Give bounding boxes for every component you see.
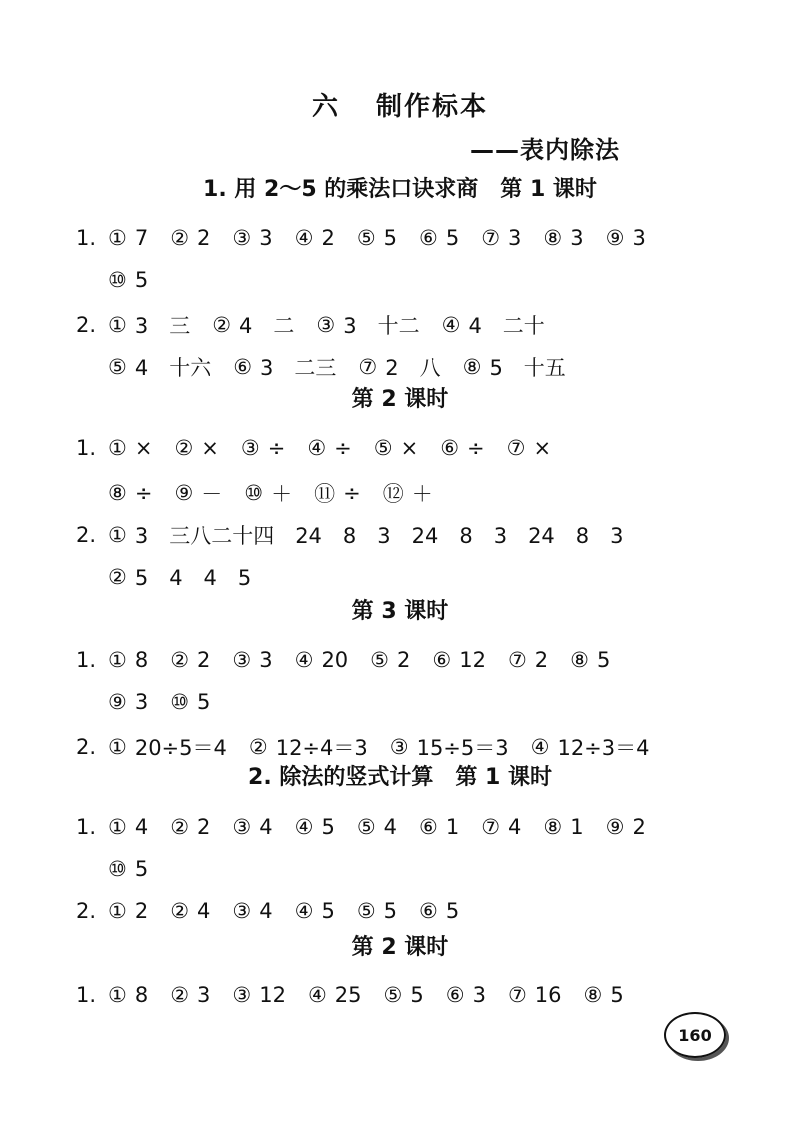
answer-marker: ⑫ xyxy=(382,482,404,506)
answer-item xyxy=(108,352,211,382)
answer-marker: ⑥ xyxy=(419,815,438,839)
answer-line xyxy=(76,983,646,1007)
answer-marker: ⑥ xyxy=(432,648,452,672)
answer-line xyxy=(76,436,573,460)
answer-item xyxy=(357,226,397,250)
answer-line xyxy=(76,310,567,340)
answer-item xyxy=(108,520,624,550)
answer-item xyxy=(531,732,650,762)
answer-marker: ⑦ xyxy=(506,436,526,460)
answer-value: － xyxy=(201,482,223,506)
answer-item xyxy=(170,983,210,1007)
answer-marker: ⑧ xyxy=(108,481,127,505)
answer-item xyxy=(419,899,459,923)
answer-value: 3 xyxy=(134,690,149,714)
page-number-badge xyxy=(664,1012,726,1058)
answer-value: ÷ xyxy=(267,436,286,460)
answer-value: 3 xyxy=(570,226,584,250)
answer-value: 4 二 xyxy=(239,314,295,338)
answer-value: ÷ xyxy=(134,481,153,505)
answer-marker: ③ xyxy=(240,436,260,460)
question-number: 1. xyxy=(76,983,97,1007)
answer-value: 3 三 xyxy=(134,314,191,338)
answer-line xyxy=(76,732,672,762)
answer-value: 8 xyxy=(134,648,149,672)
answer-item xyxy=(295,648,349,672)
answer-marker: ④ xyxy=(294,648,314,672)
answer-item xyxy=(108,268,148,292)
question-number: 2. xyxy=(76,899,97,923)
answer-item xyxy=(174,436,218,460)
answer-value: 2 八 xyxy=(385,356,441,380)
answer-value: 5 xyxy=(383,899,398,923)
question-number: 2. xyxy=(76,523,97,547)
answer-item xyxy=(108,436,152,460)
answer-marker: ⑤ xyxy=(373,436,393,460)
answer-line xyxy=(76,899,481,923)
answer-marker: ② xyxy=(212,313,232,337)
answer-item xyxy=(374,436,418,460)
answer-value: 5 xyxy=(410,983,424,1007)
answer-line xyxy=(76,648,632,672)
answer-value: 5 xyxy=(197,690,211,714)
answer-value: 5 十五 xyxy=(489,356,566,380)
answer-value: 3 xyxy=(197,983,211,1007)
answer-marker: ⑧ xyxy=(543,226,563,250)
answer-line xyxy=(108,857,170,881)
answer-value: 5 4 4 5 xyxy=(134,566,252,590)
answer-marker: ④ xyxy=(307,983,327,1007)
answer-marker: ⑥ xyxy=(419,899,438,923)
answer-value: 4 xyxy=(508,815,522,839)
answer-item xyxy=(170,815,210,839)
answer-item xyxy=(508,648,548,672)
answer-value: 12 xyxy=(459,648,486,672)
answer-item xyxy=(370,648,410,672)
answer-marker: ② xyxy=(174,436,194,460)
answer-marker: ⑩ xyxy=(108,268,127,292)
answer-item xyxy=(606,226,646,250)
answer-marker: ④ xyxy=(294,899,314,923)
answer-value: 20 xyxy=(321,648,349,672)
answer-value: 4 xyxy=(134,815,149,839)
answer-marker: ⑥ xyxy=(233,355,253,379)
answer-item xyxy=(108,983,148,1007)
answer-marker: ⑨ xyxy=(605,226,625,250)
answer-item xyxy=(232,226,272,250)
answer-line xyxy=(108,352,588,382)
answer-marker: ③ xyxy=(232,815,252,839)
section-heading: 第 3 课时 xyxy=(351,599,449,624)
answer-marker: ⑩ xyxy=(170,690,190,714)
answer-line xyxy=(108,268,170,292)
answer-marker: ② xyxy=(170,815,190,839)
answer-marker: ⑥ xyxy=(419,226,438,250)
answer-marker: ④ xyxy=(530,735,550,759)
answer-marker: ⑦ xyxy=(481,226,501,250)
answer-item xyxy=(584,983,624,1007)
page-number: 160 xyxy=(664,1012,726,1058)
answer-value: × xyxy=(533,436,552,460)
answer-value: 12÷3＝4 xyxy=(557,736,650,760)
answer-marker: ⑨ xyxy=(174,481,194,505)
answer-item xyxy=(108,226,148,250)
chapter-number: 六 xyxy=(311,92,340,122)
answer-item xyxy=(170,648,210,672)
answer-item xyxy=(357,899,397,923)
answer-marker: ① xyxy=(108,983,127,1007)
answer-item xyxy=(316,310,419,340)
answer-marker: ④ xyxy=(441,313,461,337)
answer-marker: ② xyxy=(108,565,127,589)
answer-marker: ⑩ xyxy=(244,481,264,505)
answer-item xyxy=(481,815,521,839)
answer-item xyxy=(481,226,521,250)
answer-value: 4 xyxy=(197,899,211,923)
answer-line xyxy=(76,815,668,839)
question-number: 2. xyxy=(76,313,97,337)
answer-item xyxy=(108,481,152,505)
answer-item xyxy=(108,857,148,881)
answer-marker: ⑥ xyxy=(440,436,460,460)
answer-item xyxy=(295,815,335,839)
question-number: 1. xyxy=(76,226,97,250)
answer-item xyxy=(463,352,566,382)
answer-value: 2 xyxy=(534,648,549,672)
answer-marker: ② xyxy=(170,899,190,923)
answer-item xyxy=(543,815,583,839)
answer-value: ＋ xyxy=(271,482,293,506)
answer-item xyxy=(174,478,222,508)
answer-marker: ① xyxy=(108,313,127,337)
answer-item xyxy=(307,436,351,460)
answer-value: 2 xyxy=(632,815,646,839)
answer-item xyxy=(295,226,335,250)
answer-value: 15÷5＝3 xyxy=(416,736,509,760)
answer-item xyxy=(170,899,210,923)
answer-item xyxy=(233,352,336,382)
answer-item xyxy=(232,815,272,839)
answer-item xyxy=(358,352,440,382)
answer-value: 12 xyxy=(259,983,286,1007)
answer-item xyxy=(232,983,286,1007)
answer-marker: ② xyxy=(170,983,190,1007)
answer-item xyxy=(108,648,148,672)
answer-item xyxy=(570,648,610,672)
answer-value: 3 二三 xyxy=(260,356,337,380)
answer-value: 4 xyxy=(259,899,273,923)
answer-marker: ② xyxy=(248,735,268,759)
answer-value: 2 xyxy=(197,815,211,839)
answer-item xyxy=(419,226,459,250)
answer-marker: ⑦ xyxy=(358,355,378,379)
answer-value: 5 xyxy=(321,899,335,923)
chapter-title xyxy=(0,86,800,123)
answer-value: 3 xyxy=(632,226,646,250)
answer-line xyxy=(76,226,668,250)
answer-marker: ⑪ xyxy=(314,482,336,506)
answer-item xyxy=(244,478,292,508)
answer-item xyxy=(108,815,148,839)
answer-item xyxy=(419,815,459,839)
answer-marker: ④ xyxy=(294,815,314,839)
answer-value: 5 xyxy=(134,268,149,292)
answer-item xyxy=(170,226,210,250)
chapter-subtitle: ——表内除法 xyxy=(470,136,620,164)
answer-marker: ② xyxy=(170,648,190,672)
answer-marker: ③ xyxy=(232,983,252,1007)
answer-item xyxy=(357,815,397,839)
answer-value: 2 xyxy=(321,226,335,250)
answer-marker: ③ xyxy=(232,899,252,923)
answer-marker: ⑧ xyxy=(570,648,589,672)
answer-marker: ⑧ xyxy=(583,983,603,1007)
answer-value: 3 三八二十四 24 8 3 24 8 3 24 8 3 xyxy=(134,524,624,548)
answer-value: 12÷4＝3 xyxy=(275,736,368,760)
answer-marker: ⑨ xyxy=(108,690,127,714)
answer-marker: ⑨ xyxy=(605,815,625,839)
answer-value: 5 xyxy=(134,857,149,881)
answer-item xyxy=(295,899,335,923)
answer-item xyxy=(507,436,551,460)
answer-item xyxy=(390,732,509,762)
answer-item xyxy=(543,226,583,250)
answer-marker: ① xyxy=(108,735,127,759)
answer-value: ÷ xyxy=(334,436,352,460)
answer-marker: ③ xyxy=(232,226,252,250)
answer-line xyxy=(108,562,273,592)
answer-value: 3 十二 xyxy=(343,314,420,338)
answer-item xyxy=(212,310,294,340)
answer-item xyxy=(108,690,148,714)
answer-item xyxy=(383,478,433,508)
answer-marker: ⑤ xyxy=(356,226,376,250)
question-number: 1. xyxy=(76,815,97,839)
answer-marker: ⑧ xyxy=(543,815,563,839)
answer-marker: ③ xyxy=(316,313,336,337)
answer-value: ＋ xyxy=(411,482,433,506)
answer-marker: ① xyxy=(108,436,127,460)
answer-value: 4 xyxy=(383,815,398,839)
answer-value: 20÷5＝4 xyxy=(134,736,227,760)
answer-marker: ⑤ xyxy=(370,648,389,672)
answer-item xyxy=(446,983,486,1007)
answer-item xyxy=(442,310,545,340)
answer-value: 5 xyxy=(321,815,335,839)
answer-item xyxy=(308,983,362,1007)
answer-marker: ① xyxy=(108,899,127,923)
answer-item xyxy=(232,648,272,672)
answer-marker: ⑥ xyxy=(445,983,465,1007)
answer-item xyxy=(440,436,484,460)
chapter-name: 制作标本 xyxy=(376,92,489,122)
answer-value: 16 xyxy=(534,983,562,1007)
answer-value: 2 xyxy=(134,899,149,923)
answer-value: 1 xyxy=(445,815,460,839)
answer-value: 5 xyxy=(596,648,611,672)
answer-value: × xyxy=(134,436,153,460)
answer-item xyxy=(241,436,285,460)
answer-marker: ② xyxy=(170,226,190,250)
answer-item xyxy=(108,310,190,340)
answer-line xyxy=(108,690,232,714)
answer-value: 25 xyxy=(334,983,362,1007)
answer-marker: ⑤ xyxy=(383,983,403,1007)
answer-value: 5 xyxy=(445,226,460,250)
answer-value: × xyxy=(201,436,219,460)
answer-marker: ⑤ xyxy=(108,355,127,379)
answer-value: 7 xyxy=(134,226,149,250)
answer-value: 5 xyxy=(383,226,398,250)
answer-item xyxy=(384,983,424,1007)
answer-marker: ① xyxy=(108,523,127,547)
answer-marker: ④ xyxy=(294,226,314,250)
question-number: 2. xyxy=(76,735,97,759)
answer-marker: ⑦ xyxy=(507,983,527,1007)
answer-value: 4 xyxy=(259,815,273,839)
answer-value: × xyxy=(400,436,419,460)
answer-value: ÷ xyxy=(343,481,361,505)
answer-value: 3 xyxy=(259,648,273,672)
answer-marker: ① xyxy=(108,226,127,250)
answer-marker: ① xyxy=(108,648,127,672)
answer-item xyxy=(606,815,646,839)
answer-line xyxy=(108,478,455,508)
answer-value: ÷ xyxy=(467,436,485,460)
answer-line xyxy=(76,520,646,550)
answer-value: 3 xyxy=(472,983,486,1007)
answer-marker: ⑦ xyxy=(507,648,527,672)
answer-marker: ③ xyxy=(389,735,409,759)
answer-marker: ⑩ xyxy=(108,857,127,881)
section-heading: 1. 用 2～5 的乘法口诀求商 第 1 课时 xyxy=(203,177,597,202)
answer-marker: ⑧ xyxy=(462,355,482,379)
answer-item xyxy=(170,690,210,714)
answer-value: 1 xyxy=(570,815,584,839)
answer-marker: ③ xyxy=(232,648,252,672)
answer-marker: ⑦ xyxy=(481,815,501,839)
answer-value: 2 xyxy=(197,226,211,250)
answer-value: 5 xyxy=(610,983,624,1007)
answer-value: 2 xyxy=(197,648,211,672)
section-heading: 第 2 课时 xyxy=(351,935,449,960)
answer-value: 5 xyxy=(445,899,460,923)
section-heading: 2. 除法的竖式计算 第 1 课时 xyxy=(248,765,552,790)
section-heading: 第 2 课时 xyxy=(351,387,449,412)
answer-marker: ⑤ xyxy=(356,815,376,839)
answer-item xyxy=(432,648,486,672)
question-number: 1. xyxy=(76,648,97,672)
answer-item xyxy=(249,732,368,762)
answer-item xyxy=(314,478,361,508)
answer-value: 4 二十 xyxy=(468,314,545,338)
answer-item xyxy=(508,983,562,1007)
answer-item xyxy=(108,732,227,762)
question-number: 1. xyxy=(76,436,97,460)
answer-item xyxy=(108,899,148,923)
answer-item xyxy=(108,562,251,592)
answer-item xyxy=(232,899,272,923)
answer-marker: ① xyxy=(108,815,127,839)
answer-value: 4 十六 xyxy=(134,356,212,380)
answer-value: 2 xyxy=(397,648,411,672)
answer-marker: ⑤ xyxy=(356,899,376,923)
answer-value: 8 xyxy=(134,983,149,1007)
answer-marker: ④ xyxy=(307,436,327,460)
answer-value: 3 xyxy=(508,226,522,250)
answer-value: 3 xyxy=(259,226,273,250)
